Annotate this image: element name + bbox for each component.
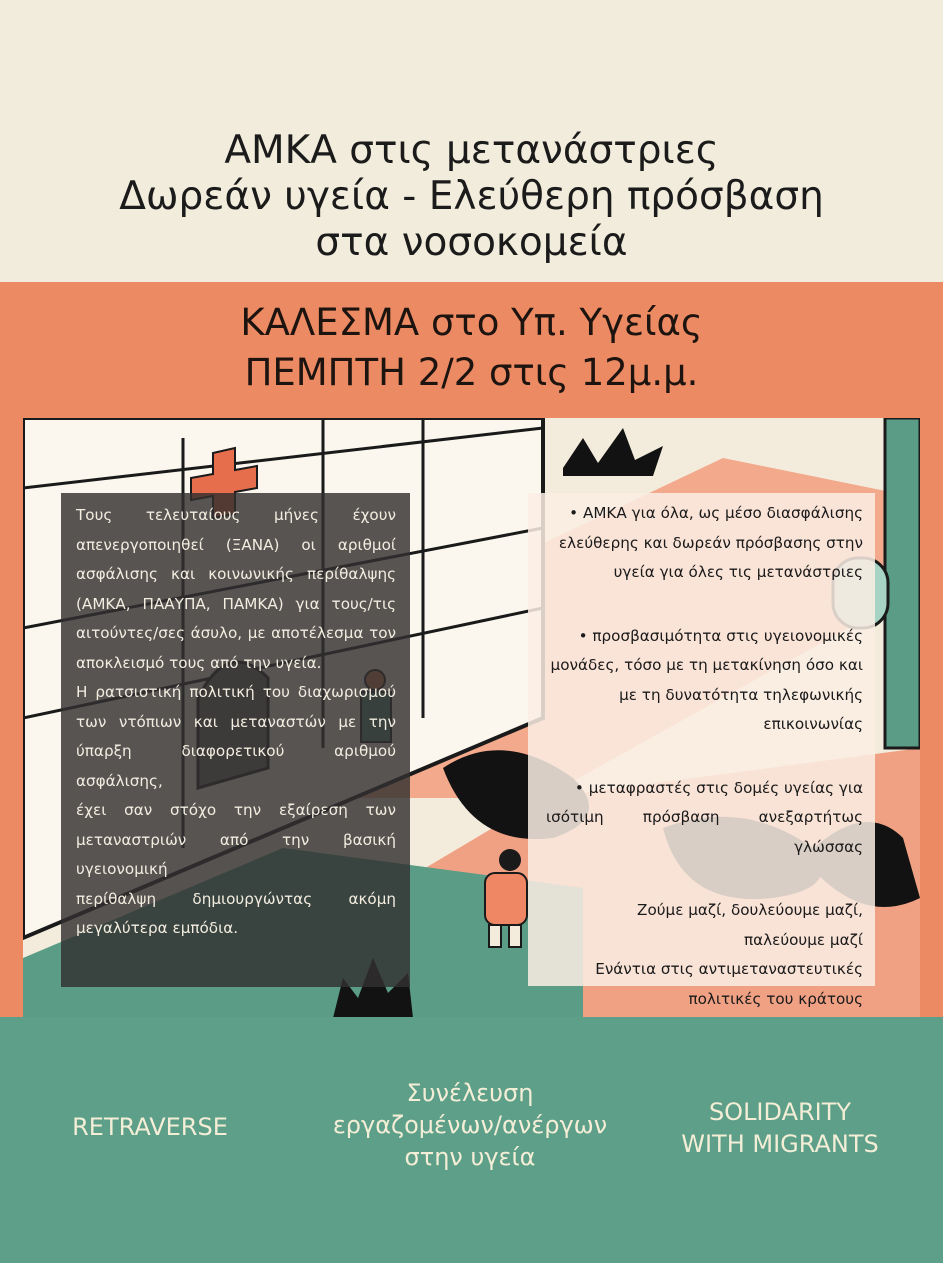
- callout-heading: [0, 298, 943, 398]
- slogan: [546, 896, 863, 1014]
- org-name-line: WITH MIGRANTS: [681, 1130, 879, 1158]
- org-health-workers-assembly: [325, 1077, 615, 1173]
- org-name: RETRAVERSE: [72, 1113, 228, 1141]
- right-demands-panel: [528, 493, 875, 1008]
- slogan-line: πολιτικές του κράτους: [688, 989, 863, 1008]
- left-line: αποκλεισμό τους από την υγεία.: [76, 653, 322, 672]
- page-title: [0, 128, 943, 266]
- org-retraverse: [60, 1111, 240, 1143]
- org-name-line: SOLIDARITY: [708, 1098, 852, 1126]
- left-line: μεταναστριών από την βασική υγειονομική: [76, 830, 396, 878]
- left-line: αιτούντες/σες άσυλο, με αποτέλεσμα τον: [76, 624, 396, 642]
- org-solidarity-with-migrants: [650, 1096, 910, 1160]
- left-line: απενεργοποιηθεί (ΞΑΝΑ) οι αριθμοί: [76, 535, 396, 554]
- callout-line-2: ΠΕΜΠΤΗ 2/2 στις 12μ.μ.: [244, 351, 699, 394]
- callout-line-1: ΚΑΛΕΣΜΑ στο Υπ. Υγείας: [240, 301, 703, 344]
- left-line: Τους τελευταίους μήνες έχουν: [76, 506, 396, 524]
- spacer: [546, 740, 863, 774]
- demand-item: [546, 622, 863, 740]
- title-line-1: ΑΜΚΑ στις μετανάστριες: [224, 128, 719, 173]
- slogan-line: παλεύουμε μαζί: [744, 930, 863, 949]
- slogan-line: Ενάντια στις αντιμεταναστευτικές: [595, 960, 863, 978]
- demand-line: επικοινωνίας: [763, 715, 863, 733]
- demand-item: [546, 774, 863, 863]
- spacer: [546, 862, 863, 896]
- left-info-panel: [61, 493, 410, 987]
- demand-line: υγεία για όλες τις μετανάστριες: [613, 563, 863, 581]
- org-name-line: στην υγεία: [404, 1143, 536, 1171]
- demand-line: ισότιμη πρόσβαση ανεξαρτήτως γλώσσας: [546, 808, 863, 856]
- spacer: [546, 588, 863, 622]
- slogan-line: Ζούμε μαζί, δουλεύουμε μαζί,: [637, 901, 863, 919]
- demand-line: • μεταφραστές στις δομές υγείας για: [574, 778, 863, 797]
- demand-line: με τη δυνατότητα τηλεφωνικής: [619, 685, 863, 704]
- left-line: μεγαλύτερα εμπόδια.: [76, 919, 239, 937]
- demand-line: • ΑΜΚΑ για όλα, ως μέσο διασφάλισης: [569, 504, 863, 522]
- left-line: περίθαλψη δημιουργώντας ακόμη: [76, 889, 396, 908]
- title-line-3: στα νοσοκομεία: [315, 220, 628, 265]
- demand-item: [546, 499, 863, 588]
- left-line: Η ρατσιστική πολιτική του διαχωρισμού: [76, 683, 396, 701]
- left-line: έχει σαν στόχο την εξαίρεση των: [76, 801, 396, 819]
- left-line: ασφάλισης και κοινωνικής περίθαλψης: [76, 565, 396, 583]
- demand-line: ελεύθερης και δωρεάν πρόσβασης στην: [558, 533, 863, 552]
- demand-line: • προσβασιμότητα στις υγειονομικές: [578, 626, 863, 645]
- org-name-line: Συνέλευση: [406, 1079, 534, 1107]
- left-line: ύπαρξη διαφορετικού αριθμού ασφάλισης,: [76, 742, 396, 790]
- title-line-2: Δωρεάν υγεία - Ελεύθερη πρόσβαση: [119, 174, 824, 219]
- org-name-line: εργαζομένων/ανέργων: [332, 1111, 608, 1139]
- left-line: των ντόπιων και μεταναστών με την: [76, 712, 396, 731]
- demand-line: μονάδες, τόσο με τη μετακίνηση όσο και: [550, 656, 863, 674]
- left-line: (ΑΜΚΑ, ΠΑΑΥΠΑ, ΠΑΜΚΑ) για τους/τις: [76, 594, 396, 613]
